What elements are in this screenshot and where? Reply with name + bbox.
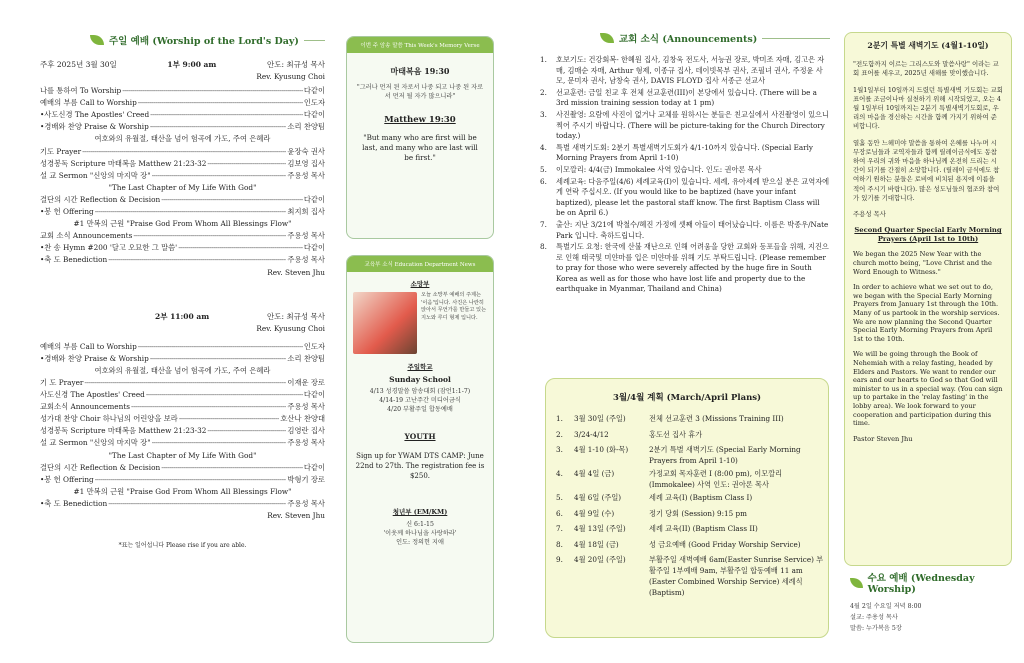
announcement-list xyxy=(540,55,830,295)
announcement-item: 3. 사진촬영: 요람에 사진이 없거나 교체를 원하시는 분들은 친교실에서 사진촬영이 있으니 찍어 주시기 바랍니다. (There will be picture-taking for the Church Directory today.) xyxy=(540,109,829,141)
announcement-item: 7. 출산: 지난 3/21에 박철수/혜진 가정에 셋째 아들이 태어났습니다. 이름은 박종우/Nate Park 입니다. 축하드립니다. xyxy=(540,219,829,240)
order-item: #1 만복의 근원 "Praise God From Whom All Blessings Flow" xyxy=(73,486,292,496)
order-item: •봉 헌 Offering ----- 박형기 장로 xyxy=(40,474,325,486)
order-item: 결단의 시간 Reflection & Decision ----- 다같이 xyxy=(40,194,325,206)
education-box: 교육부 소식 Education Department News 소망부 오늘 소망부 예배의 주제는 '이음'입니다. 사진은 나란히 앉아서 무언가를 만들고 있는 지노와 루디 형제 입니다. 주일학교 Sunday School 4/13 성경말씀 암송대회 (잠언1:1-7) 4/14-19 고난주간 미디어금식 4/20 부활주일 합동예배 YOUTH Sign up for YWAM DTS CAMP: June 22nd to 27th. The registration fee is $250. 청년부 (EM/KM) 신 6:1-15 '이웃께 하나님을 사랑하라' 인도: 정의헌 지애 xyxy=(346,255,494,643)
announcement-item: 8. 특별기도 요청: 한국에 산불 재난으로 인해 어려움을 당한 교회와 동포들을 위해, 지진으로 인해 태국및 미얀마를 입은 미얀마를 위해 기도 부탁드립니다. (Please remember to pray for those who were severely affected by the huge fire in South Korea as well as for those who have lost life and property due to the earthquake in Myanmar, Thailand and China) xyxy=(540,242,829,294)
order-item: 교회소식 Announcements ----- 주용성 목사 xyxy=(40,401,325,413)
special-prayer-box: 2분기 특별 새벽기도 (4월1-10일) "전도함까지 이르는 그리스도와 말씀사랑" 이라는 교회 표어를 세우고, 2025년 새해를 맞이했습니다. 1월1일부터 10일까지 드렸던 특별새벽 기도회는 교회 표어를 조금이나마 실천하기 위해 시작되었고, 오는 4월 1일부터 10일까지는 2분기 특별새벽기도회로, 우리의 마음을 경신하는 시간을 함께 가지기 위하여 준비합니다. 열흘 동안 느헤미야 말씀을 통하여 은혜를 나누며 시무장로님들과 교역자들과 함께 릴레이금식에도 동참하여 우리의 귀와 마음을 하나님께 온전히 드리는 시간이 되기를 간절히 소망합니다. (릴레이 금식에도 참여하기 원하는 분들은 로비에 비치된 용지에 이름을 적어 주시기 바랍니다). 많은 성도님들의 협조와 참여가 있기를 기대합니다. 주용성 목사 Second Quarter Special Early Morning Prayers (April 1st to 10th) We began the 2025 New Year with the church motto being, "Love Christ and the Word Enough to Witness." In order to achieve what we set out to do, we began with the Special Early Morning Prayers from January 1st through the 10th. Many of us partook in the worship services. We are now planning the Second Quarter Special Early Morning Prayers from April 1st to the 10th. We will be going through the Book of Nehemiah with a relay fasting, headed by Elders and Pastors. We want to render our ears and our hearts to God so that God will minister to us in a special way. (You can sign up to partake in the 'relay fasting' in the lobby area). We look forward to your cooperation and participation during this time. Pastor Steven Jhu xyxy=(844,32,1012,566)
service1-header: 주후 2025년 3월 30일 1부 9:00 am 안도: 최규성 목사 xyxy=(40,60,325,69)
announcement-item: 6. 세례교육: 다음주일(4/6) 세례교육(I)이 있습니다. 세례, 유아세례 받으실 분은 교역자에게 연락 주십시오. (If you would like to be baptized (have your infant baptized), please let the pastoral staff know. The first Baptism Class will be on April 6.) xyxy=(540,176,830,218)
leaf-icon xyxy=(600,33,614,43)
plan-item: 6. 4월 9일 (수) 정기 당회 (Session) 9:15 pm xyxy=(556,508,747,518)
service2-preacher: Rev. Kyusung Choi xyxy=(256,323,325,333)
plan-item: 8. 4월 18일 (금) 성 금요예배 (Good Friday Worship Service) xyxy=(556,539,801,549)
order-item: •경배와 찬양 Praise & Worship ----- 소리 찬양팀 xyxy=(40,353,325,365)
order-item: 예배의 부름 Call to Worship ----- 인도자 xyxy=(40,97,325,109)
announcement-item: 5. 이모깔리: 4/4(금) Immokalee 사역 있습니다. 인도: 권아론 목사 xyxy=(540,164,762,174)
order-item: •축 도 Benediction ----- 주용성 목사 xyxy=(40,498,325,510)
order-item: 기 도 Prayer ----- 이재운 장로 xyxy=(40,377,325,389)
order-item: 결단의 시간 Reflection & Decision ----- 다같이 xyxy=(40,462,325,474)
order-item: 사도신경 The Apostles' Creed ----- 다같이 xyxy=(40,389,325,401)
children-photo xyxy=(353,292,417,354)
order-item: "The Last Chapter of My Life With God" xyxy=(108,450,257,460)
announcement-column xyxy=(540,0,830,296)
service2-order xyxy=(40,341,325,510)
plan-item: 2. 3/24-4/12 홍도선 집사 휴가 xyxy=(556,429,703,439)
order-item: •찬 송 Hymn #200 '달고 오묘한 그 말씀' ----- 다같이 xyxy=(40,242,325,254)
service1-preacher: Rev. Kyusung Choi xyxy=(256,72,325,81)
memory-verse-box: 이번 주 암송 말씀 This Week's Memory Verse 마태복음 19:30 "그러나 먼저 된 자로서 나중 되고 나중 된 자로서 먼저 될 자가 많으니라" Matthew 19:30 "But many who are first will be last, and many who are last will be first." xyxy=(346,36,494,239)
service1-end: Rev. Steven Jhu xyxy=(267,267,325,277)
order-item: •봉 헌 Offering ----- 최지희 집사 xyxy=(40,206,325,218)
order-item: 기도 Prayer ----- 윤장숙 권사 xyxy=(40,146,325,158)
order-item: 여호와의 유월절, 태산을 넘어 험곡에 가도, 주여 은혜라 xyxy=(94,134,271,144)
footer-note: *표는 일어섭니다 Please rise if you are able. xyxy=(118,542,247,550)
service1-order xyxy=(40,85,325,266)
plan-item: 4. 4월 4일 (금) 가정교회 목자훈련 I (8:00 pm), 이모깔리 (Immokalee) 사역 인도: 권아론 목사 xyxy=(556,469,783,489)
order-item: 교회 소식 Announcements ----- 주용성 목사 xyxy=(40,230,325,242)
plan-item: 1. 3월 30일 (주일) 전체 선교훈련 3 (Missions Training III) xyxy=(556,414,784,423)
plans-box: 3월/4월 계획 (March/April Plans) 1. 3월 30일 (주일) 전체 선교훈련 3 (Missions Training III) 2. 3/24-4/12 홍도선 집사 휴가 3. 4월 1-10 (화-목) 2분기 특별 새벽기도 (Special Early Morning Prayers from April 1-10) 4. 4월 4일 (금) 가정교회 목자훈련 I (8:00 pm), 이모깔리 (Immokalee) 사역 인도: 권아론 목사 5. 4월 6일 (주일) 세례 교육(I) (Baptism Class I) 6. 4월 9일 (수) 정기 당회 (Session) 9:15 pm 7. 4월 13일 (주일) 세례 교육(II) (Baptism Class II) 8. 4월 18일 (금) 성 금요예배 (Good Friday Worship Service) 9. 4월 20일 (주일) 부활주일 새벽예배 6am(Easter Sunrise Service) 부활주일 1부예배 9am, 부활주일 합동예배 11 am (Easter Combined Worship Service) 세례식 (Baptism) xyxy=(545,378,829,638)
order-item: 성경봉독 Scripture 마태복음 Matthew 21:23-32 ----- 김보영 집사 xyxy=(40,158,325,170)
worship-header xyxy=(90,33,325,47)
order-item: •경배와 찬양 Praise & Worship ----- 소리 찬양팀 xyxy=(40,121,325,133)
announcement-item: 4. 특별 새벽기도회: 2분기 특별새벽기도회가 4/1-10까지 있습니다. (Special Early Morning Prayers from April 1-10) xyxy=(540,142,813,163)
order-item: 나를 통하여 To Worship ----- 다같이 xyxy=(40,85,325,97)
order-item: •사도신경 The Apostles' Creed ----- 다같이 xyxy=(40,109,325,121)
service2-header: 2부 11:00 am 안도: 최규성 목사 xyxy=(155,311,325,321)
order-item: #1 만복의 근원 "Praise God From Whom All Blessings Flow" xyxy=(73,219,292,229)
announcement-item: 1. 호보기도: 건강회복- 한혜원 집사, 김창욱 전도사, 서능권 장로, 박미조 자매, 김고은 자매, 김매순 자매, Arthur 형제, 이종규 집사, 데이빗목부 권사, 조필녀 권사, 주정윤 사모, 문미자 권사, 남창숙 권사, DAVIS FLOYD 집사 서종근 선교사 xyxy=(540,55,825,86)
worship-column xyxy=(40,0,325,549)
order-item: •축 도 Benediction ----- 주용성 목사 xyxy=(40,254,325,266)
wednesday-section: 수요 예배 (Wednesday Worship) 4월 2일 수요일 저녁 8:00 설교: 주용성 목사 말씀: 누가복음 5장 xyxy=(850,573,975,632)
service2-end: Rev. Steven Jhu xyxy=(267,511,325,520)
announcements-header: 교회 소식 (Announcements) xyxy=(600,31,830,45)
plan-item: 7. 4월 13일 (주일) 세례 교육(II) (Baptism Class II) xyxy=(556,524,758,533)
leaf-icon xyxy=(90,35,104,45)
order-item: 예배의 부름 Call to Worship ----- 인도자 xyxy=(40,341,325,353)
order-item: 성가대 찬양 Choir 하나님의 어린양을 보라 ----- 호산나 찬양대 xyxy=(40,413,325,425)
plan-item: 5. 4월 6일 (주일) 세례 교육(I) (Baptism Class I) xyxy=(556,493,753,502)
announcement-item: 2. 선교훈련: 금일 친교 후 전체 선교훈련(III)이 본당에서 있습니다. (There will be a 3rd mission training session today at 1 pm) xyxy=(540,87,817,108)
order-item: 여호와의 유월절, 태산을 넘어 험곡에 가도, 주여 은혜라 xyxy=(94,365,271,375)
leaf-icon xyxy=(850,578,863,588)
order-item: "The Last Chapter of My Life With God" xyxy=(108,182,257,192)
order-item: 성경봉독 Scripture 마태복음 Matthew 21:23-32 ----- 김영란 집사 xyxy=(40,425,325,437)
order-item: 설 교 Sermon "신앙의 마지막 장" ----- 주용성 목사 xyxy=(40,170,325,182)
worship-title: 주일 예배 (Worship of the Lord's Day) xyxy=(109,36,299,47)
plan-item: 3. 4월 1-10 (화-목) 2분기 특별 새벽기도 (Special Early Morning Prayers from April 1-10) xyxy=(556,445,801,465)
order-item: 설 교 Sermon "신앙의 마지막 장" ----- 주용성 목사 xyxy=(40,437,325,449)
plan-item: 9. 4월 20일 (주일) 부활주일 새벽예배 6am(Easter Sunrise Service) 부활주일 1부예배 9am, 부활주일 합동예배 11 am (Easter Combined Worship Service) 세례식 (Baptism) xyxy=(556,555,824,597)
